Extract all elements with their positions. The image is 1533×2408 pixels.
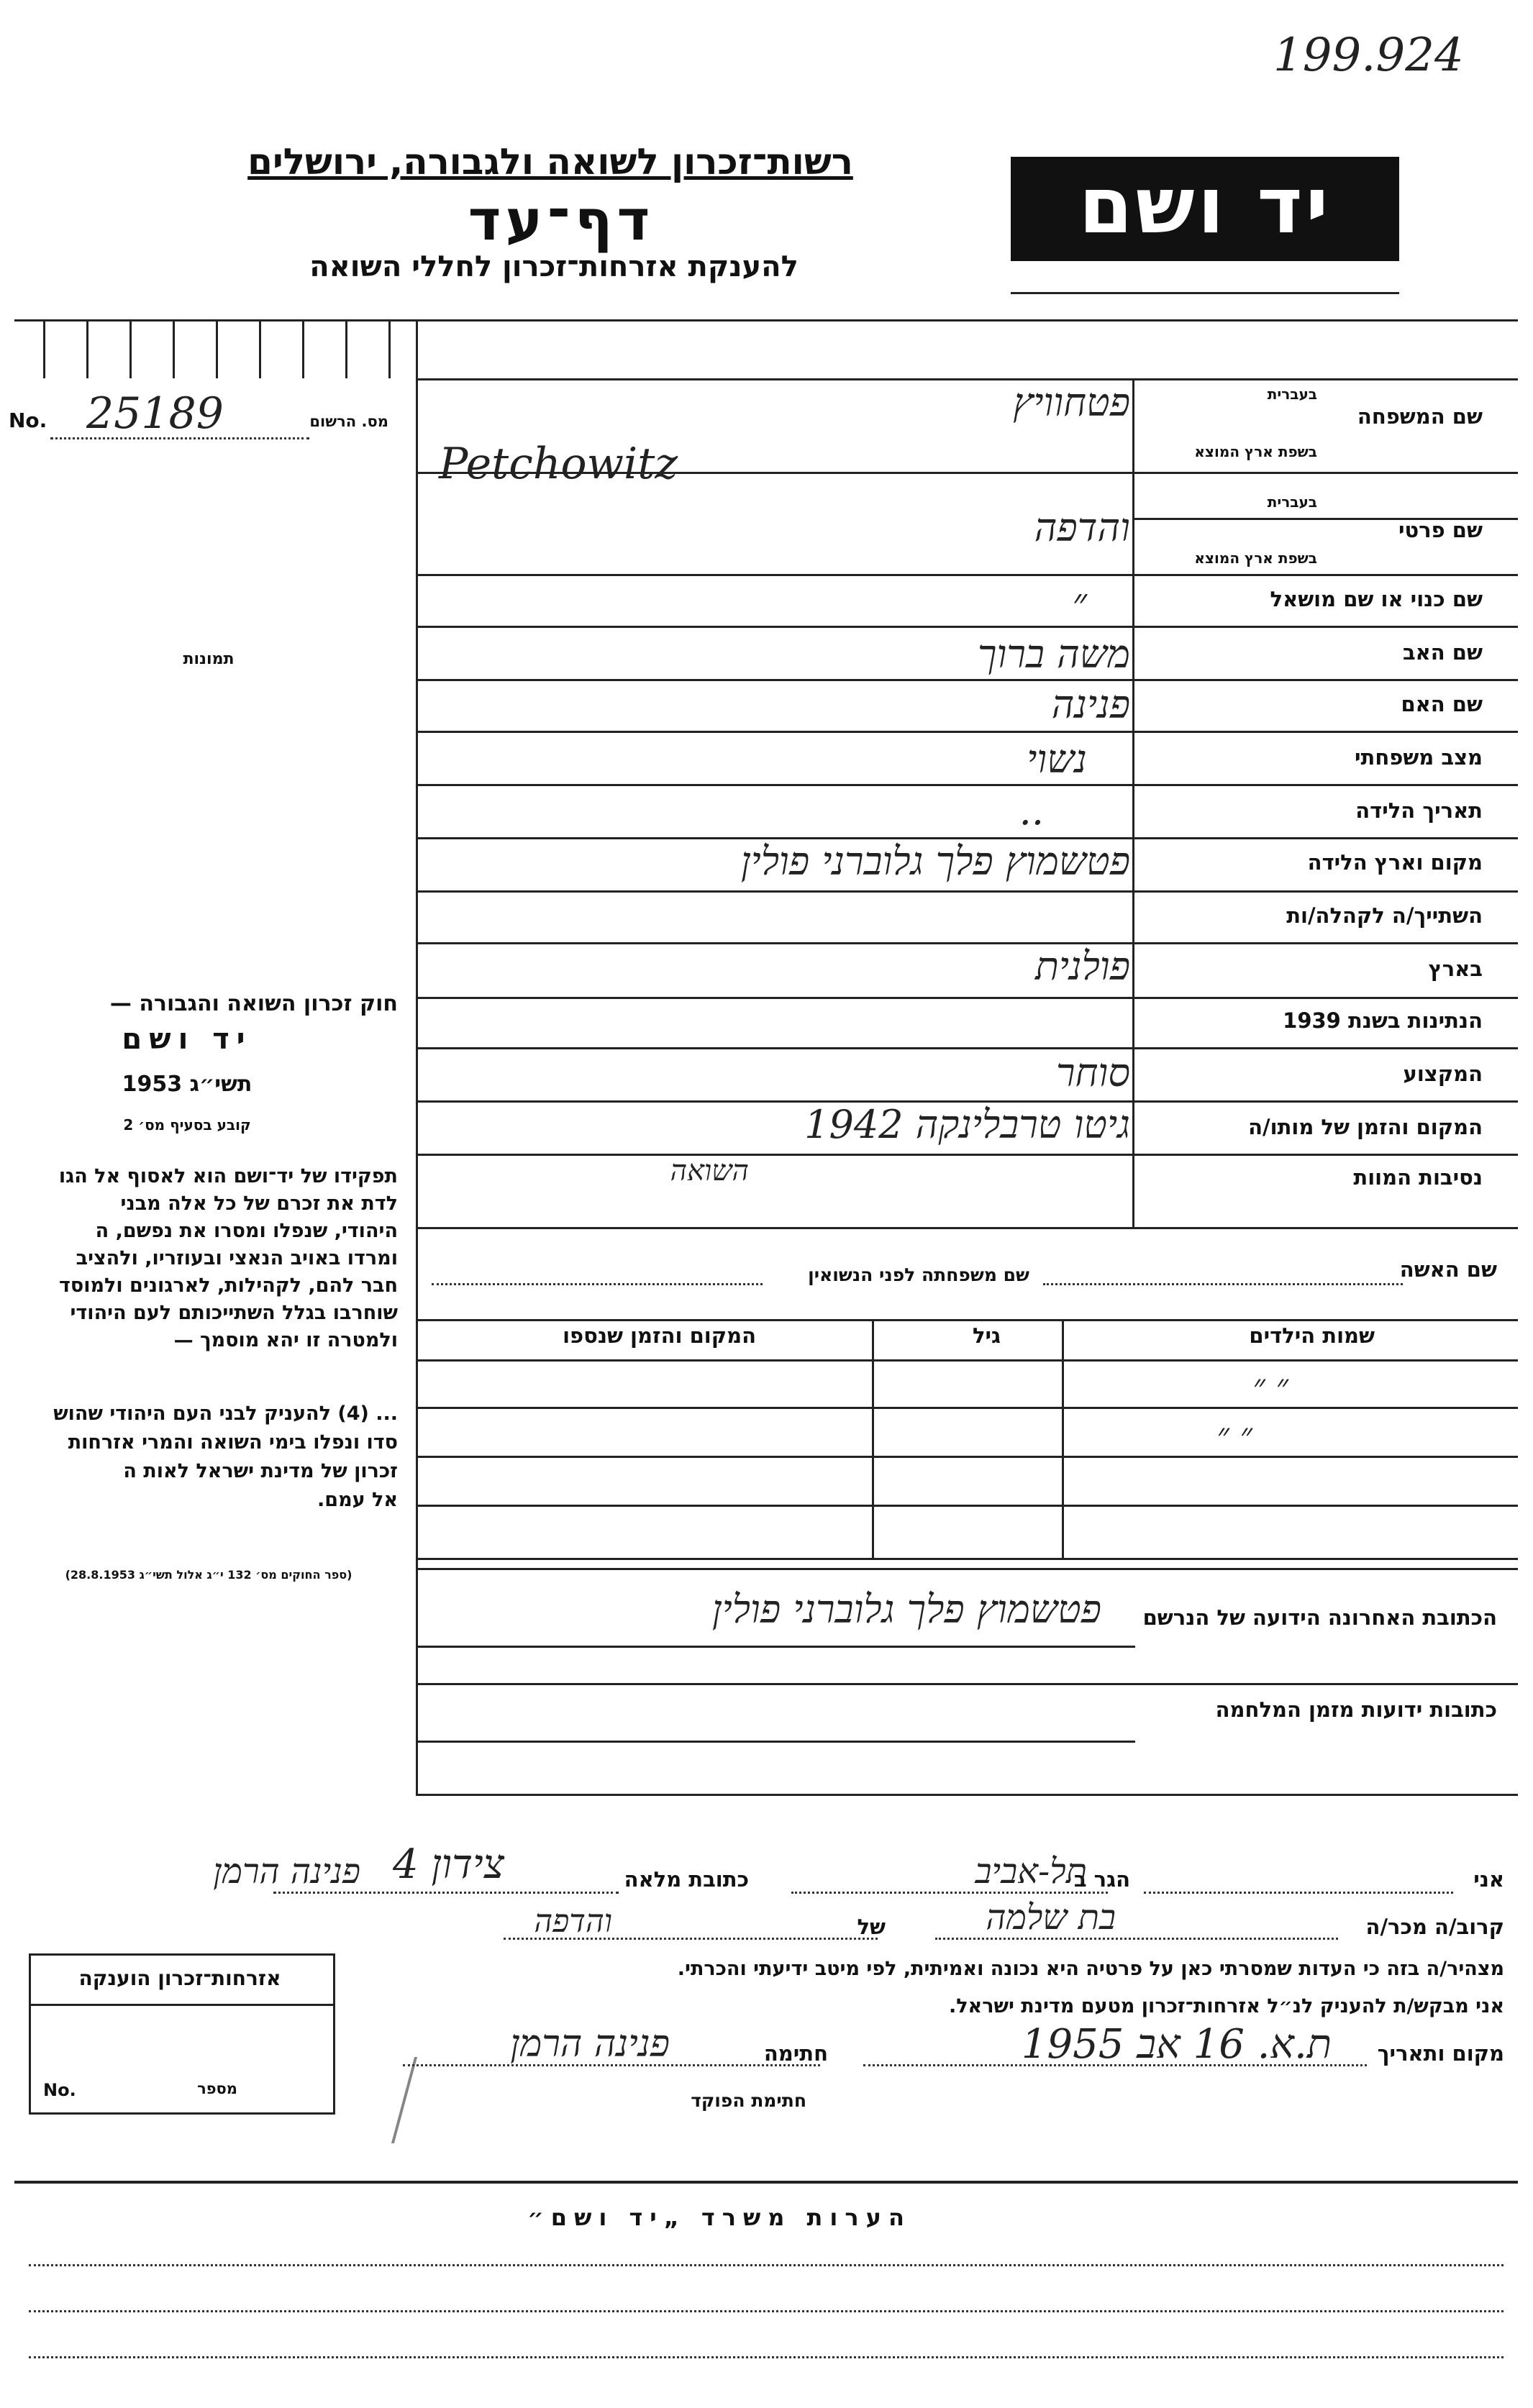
- death-cause-label: נסיבות המוות: [1353, 1165, 1483, 1190]
- registration-label: מס. הרשום: [309, 413, 388, 430]
- law-line: אל עמם.: [317, 1489, 398, 1511]
- law-line: ומרדו באויב הנאצי ובעוזריו, ולהציב: [76, 1247, 398, 1269]
- form-subtitle: להענקת אזרחות־זכרון לחללי השואה: [309, 250, 799, 283]
- citizenship-number-label: מספר: [197, 2080, 237, 2097]
- officer-signature-mark: [391, 2057, 561, 2143]
- declaration-of-label: של: [857, 1915, 886, 1939]
- law-line: שוחרבו בגלל השתייכותם לעם היהודי: [70, 1302, 398, 1324]
- marital-value: נשוי: [1027, 736, 1087, 782]
- officer-signature-label: חתימת הפוקד: [691, 2090, 806, 2111]
- law-year: תשי״ג 1953: [122, 1072, 253, 1097]
- law-line: ... (4) להעניק לבני העם היהודי שהוש: [53, 1403, 398, 1425]
- wife-maiden-label: שם משפחתה לפני הנשואין: [808, 1264, 1029, 1285]
- declaration-full-address-label: כתובת מלאה: [624, 1867, 749, 1892]
- surname-label: שם המשפחה: [1357, 404, 1483, 429]
- law-line: זכרון של מדינת ישראל לאות ה: [123, 1460, 398, 1482]
- declaration-relation-label: קרוב/ה מכר/ה: [1365, 1915, 1504, 1939]
- law-line: תפקידו של יד־ושם הוא לאסוף אל הגו: [58, 1165, 398, 1187]
- declaration-relative-of: והדפה: [534, 1903, 612, 1940]
- first-name-label: שם פרטי: [1398, 518, 1483, 542]
- community-label: השתייך/ה לקהלה/ות: [1286, 903, 1483, 928]
- declarant-city: תל-אביב: [975, 1851, 1087, 1892]
- declaration-ani: אני: [1473, 1867, 1504, 1892]
- law-line: ולמטרה זו יהא מוסמך —: [173, 1329, 398, 1351]
- registration-number: 25189: [86, 388, 224, 439]
- children-header-names: שמות הילדים: [1249, 1323, 1375, 1348]
- law-heading: חוק זכרון השואה והגבורה —: [109, 991, 398, 1016]
- death-cause-value: השואה: [670, 1154, 749, 1187]
- law-footnote: (ספר החוקים מס׳ 132 י״ג אלול תשי״ג 28.8.1953): [65, 1568, 352, 1582]
- children-header-place: המקום והזמן שנספו: [563, 1323, 756, 1348]
- first-name-value: והדפה: [1034, 505, 1130, 550]
- wife-label: שם האשה: [1399, 1257, 1497, 1282]
- birthplace-value: פטשמוץ פלך גלוברני פולין: [740, 839, 1130, 884]
- place-date-label: מקום ותאריך: [1377, 2041, 1504, 2066]
- last-address-value: פטשמוץ פלך גלוברני פולין: [711, 1587, 1101, 1632]
- father-value: משה ברוך: [978, 631, 1130, 677]
- office-notes-heading: הערות משרד „יד ושם״: [527, 2204, 911, 2231]
- registration-no-label: No.: [9, 409, 47, 432]
- declarant-full-address: צידון 4: [393, 1841, 504, 1888]
- table-row: ״ ״: [1216, 1415, 1252, 1454]
- death-place-label: המקום והזמן של מותו/ה: [1248, 1115, 1483, 1139]
- signature-value: פנינה הרמן: [510, 2022, 670, 2066]
- birthdate-label: תאריך הלידה: [1355, 798, 1483, 823]
- mother-value: פנינה: [1051, 682, 1130, 727]
- nickname-label: שם כנוי או שם מושאל: [1270, 587, 1483, 611]
- birthdate-value: ..: [1019, 788, 1044, 834]
- last-address-label: הכתובת האחרונה הידועה של הנרשם: [1142, 1605, 1497, 1630]
- surname-hebrew-sublabel: בעברית: [1267, 386, 1317, 403]
- country-label: בארץ: [1428, 957, 1483, 981]
- citizenship-no-label: No.: [43, 2080, 76, 2100]
- declarant-name: פנינה הרמן: [213, 1851, 360, 1892]
- children-header-age: גיל: [972, 1323, 1001, 1348]
- marital-label: מצב משפחתי: [1354, 745, 1483, 770]
- declarant-relation: בת שלמה: [986, 1897, 1116, 1938]
- profession-value: סוחר: [1055, 1050, 1130, 1095]
- logo-text: יד ושם: [1078, 161, 1332, 251]
- form-title: דף־עד: [468, 188, 655, 253]
- country-value: פולנית: [1034, 944, 1130, 989]
- declaration-request-statement: אני מבקש/ת להעניק לנ״ל אזרחות־זכרון מטעם מדינת ישראל.: [948, 1995, 1504, 2017]
- birthplace-label: מקום וארץ הלידה: [1307, 850, 1483, 875]
- declaration-truth-statement: מצהיר/ה בזה כי העדות שמסרתי כאן על פרטיה היא נכונה ואמיתית, לפי מיטב ידיעתי והכרתי.: [677, 1958, 1504, 1980]
- law-line: סדו ונפלו בימי השואה והמרי אזרחות: [68, 1431, 398, 1454]
- declaration-resides: הגר ב: [1073, 1867, 1130, 1892]
- photo-label: תמונות: [183, 650, 235, 668]
- surname-latin-value: Petchowitz: [439, 439, 678, 489]
- father-label: שם האב: [1402, 640, 1483, 665]
- mother-label: שם האם: [1401, 692, 1483, 716]
- first-name-origin-sublabel: בשפת ארץ המוצא: [1194, 549, 1317, 567]
- place-date-value: ת.א. 16 אב 1955: [1021, 2021, 1332, 2068]
- citizenship-granted-title: אזרחות־זכרון הוענקה: [78, 1966, 281, 1990]
- law-line: היהודי, שנפלו ומסרו את נפשם, ה: [95, 1220, 398, 1242]
- citizenship-label: הנתינות בשנת 1939: [1283, 1008, 1483, 1033]
- law-line: לדת את זכרם של כל אלה מבני: [120, 1192, 398, 1215]
- profession-label: המקצוע: [1403, 1062, 1483, 1086]
- law-line: חבר להם, לקהילות, לארגונים ולמוסד: [58, 1274, 398, 1297]
- law-clause: קובע בסעיף מס׳ 2: [123, 1116, 251, 1134]
- surname-origin-sublabel: בשפת ארץ המוצא: [1194, 443, 1317, 460]
- war-address-label: כתובות ידועות מזמן המלחמה: [1215, 1697, 1497, 1722]
- nickname-value: ״: [1072, 580, 1087, 625]
- table-row: ״ ״: [1252, 1367, 1288, 1405]
- corner-number: 199.924: [1273, 29, 1464, 82]
- signature-label: חתימה: [763, 2041, 828, 2066]
- law-name: יד ושם: [122, 1023, 253, 1056]
- first-name-hebrew-sublabel: בעברית: [1267, 493, 1317, 511]
- authority-line: רשות־זכרון לשואה ולגבורה, ירושלים: [247, 141, 853, 183]
- surname-hebrew-value: פטחוויץ: [1013, 380, 1130, 425]
- death-place-value: גיטו טרבלינקה 1942: [804, 1102, 1130, 1147]
